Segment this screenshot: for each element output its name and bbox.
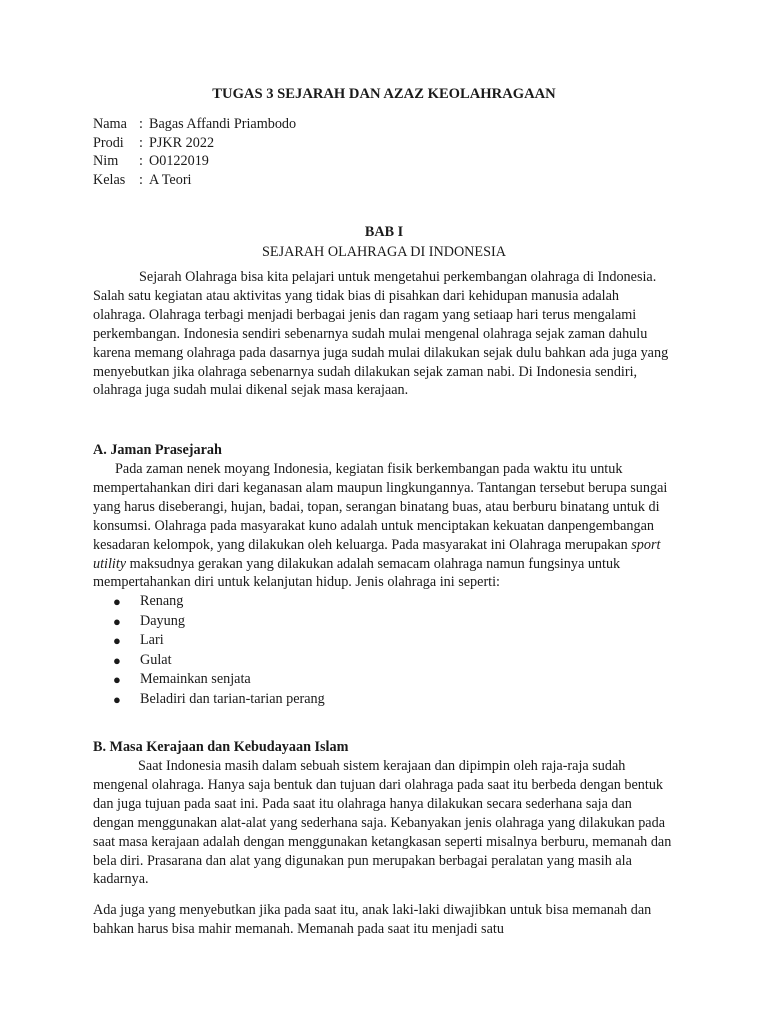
bullet-icon: ●	[113, 613, 121, 629]
sport-list	[93, 592, 673, 709]
bullet-icon: ●	[113, 691, 121, 707]
section-b-paragraph-1: Saat Indonesia masih dalam sebuah sistem kerajaan dan dipimpin oleh raja-raja sudah mengenal olahraga. Hanya saja bentuk dan tujuan dari olahraga pada saat itu berbeda dengan bentuk dan juga tujuan pada saat ini. Pada saat itu olahraga hanya dilakukan secara sederhana saja dan dengan menggunakan alat-alat yang sederhana saja. Kebanyakan jenis olahraga yang dilakukan pada saat masa kerajaan adalah dengan menggunakan ketangkasan seperti misalnya berburu, memanah dan bela diri. Prasarana dan alat yang digunakan pun merupakan berbagai peralatan yang masih ala kadarnya.	[93, 758, 672, 888]
section-a-italic-term: sport utility	[93, 536, 661, 572]
identity-colon: :	[139, 116, 143, 132]
list-item-text: Beladiri dan tarian-tarian perang	[140, 690, 325, 707]
identity-label: Prodi	[93, 134, 124, 151]
section-b	[93, 737, 673, 939]
list-item-text: Gulat	[140, 651, 172, 668]
chapter-title: SEJARAH OLAHRAGA DI INDONESIA	[262, 244, 506, 260]
bullet-icon: ●	[113, 672, 121, 688]
identity-row-prodi	[93, 134, 296, 153]
section-a-heading: A. Jaman Prasejarah	[93, 442, 222, 458]
list-item	[113, 612, 673, 632]
list-item-text: Memainkan senjata	[140, 671, 251, 688]
section-b-heading: B. Masa Kerajaan dan Kebudayaan Islam	[93, 739, 349, 755]
list-item	[113, 651, 673, 671]
section-a	[93, 440, 673, 709]
identity-label: Kelas	[93, 171, 126, 188]
intro-block	[93, 268, 673, 400]
section-a-paragraph	[93, 460, 673, 592]
identity-colon: :	[139, 171, 143, 188]
identity-row-kelas	[93, 171, 296, 190]
chapter-heading	[0, 222, 768, 262]
bullet-icon: ●	[113, 633, 121, 649]
intro-paragraph: Sejarah Olahraga bisa kita pelajari untuk mengetahui perkembangan olahraga di Indonesia. Salah satu kegiatan atau aktivitas yang tidak bias di pisahkan dari kehidupan manusia adalah olahraga. Olahraga terbagi menjadi berbagai jenis dan ragam yang setiaap hari terus mengalami perkembangan. Indonesia sendiri sebenarnya sudah mulai mengenal olahraga sejak zaman dahulu karena memang olahraga pada dasarnya juga sudah mulai dilakukan sejak dulu bahkan ada juga yang menyebutkan jika olahraga sebenarnya sudah dilakukan sejak zaman nabi. Di Indonesia sendiri, olahraga juga sudah mulai dikenal sejak masa kerajaan.	[93, 269, 669, 399]
list-item-text: Lari	[140, 632, 164, 649]
identity-row-nim	[93, 152, 296, 171]
identity-value: O0122019	[149, 153, 209, 170]
identity-label: Nama	[93, 116, 127, 132]
list-item	[113, 592, 673, 612]
section-b-paragraph-2: Ada juga yang menyebutkan jika pada saat itu, anak laki-laki diwajibkan untuk bisa memanah dan bahkan harus bisa mahir memanah. Memanah pada saat itu menjadi satu	[93, 902, 652, 938]
list-item	[113, 690, 673, 710]
identity-block	[93, 115, 296, 189]
identity-colon: :	[139, 153, 143, 170]
identity-value: A Teori	[149, 171, 192, 188]
list-item	[113, 670, 673, 690]
chapter-number: BAB I	[364, 224, 404, 240]
identity-value: Bagas Affandi Priambodo	[149, 116, 297, 132]
identity-row-nama	[93, 115, 296, 134]
identity-value: PJKR 2022	[149, 134, 215, 151]
list-item	[113, 631, 673, 651]
bullet-icon: ●	[113, 652, 121, 668]
section-a-text-before: Pada zaman nenek moyang Indonesia, kegiatan fisik berkembangan pada waktu itu untuk mempertahankan diri dari keganasan alam maupun lingkungannya. Tantangan tersebut berupa sungai yang harus diseberangi, hujan, badai, topan, serangan binatang buas, atau berburu binatang untuk di konsumsi. Olahraga pada masyarakat kuno adalah untuk menciptakan kekuatan danpengembangan kesadaran kelompok, yang dilakukan oleh keluarga. Pada masyarakat ini Olahraga merupakan	[93, 461, 668, 553]
list-item-text: Dayung	[140, 612, 185, 629]
document-title: TUGAS 3 SEJARAH DAN AZAZ KEOLAHRAGAAN	[212, 86, 556, 102]
identity-colon: :	[139, 134, 143, 151]
bullet-icon: ●	[113, 594, 121, 610]
list-item-text: Renang	[140, 593, 184, 610]
section-a-text-after: maksudnya gerakan yang dilakukan adalah semacam olahraga namun fungsinya untuk mempertahankan diri untuk kelanjutan hidup. Jenis olahraga ini seperti:	[93, 555, 621, 591]
identity-label: Nim	[93, 153, 119, 170]
